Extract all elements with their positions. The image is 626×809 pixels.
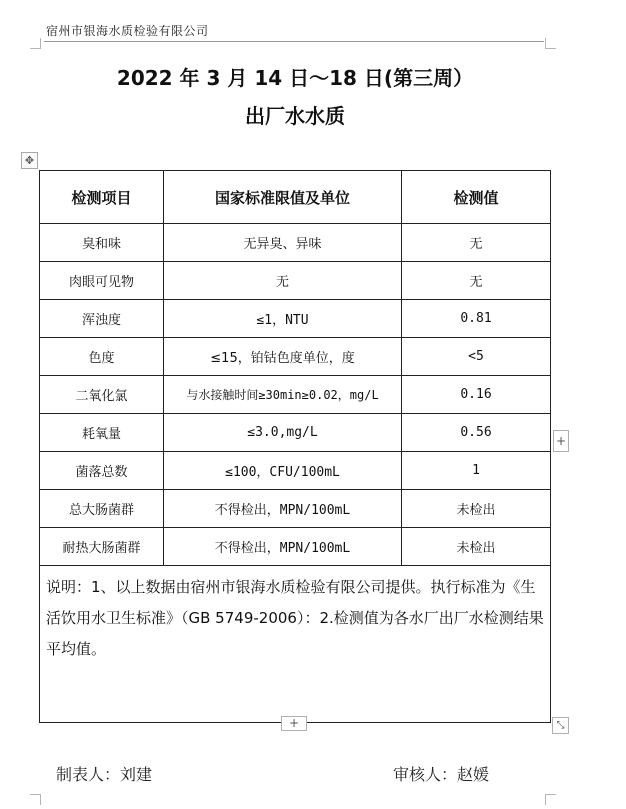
table-header-row: [40, 171, 551, 224]
header-item: 检测项目: [40, 171, 164, 224]
table-row: [40, 262, 551, 300]
move-icon: ✥: [24, 154, 35, 167]
cell-value: 未检出: [402, 528, 551, 566]
cell-value: 0.16: [402, 376, 551, 414]
cell-value: 无: [402, 262, 551, 300]
cell-standard: ≤3.0,mg/L: [164, 414, 402, 452]
cell-value: <5: [402, 338, 551, 376]
plus-icon: +: [288, 716, 300, 730]
page-corner-mark: [30, 794, 41, 805]
table-reviewer: 审核人：赵媛: [393, 765, 490, 784]
table-note: 说明：1、以上数据由宿州市银海水质检验有限公司提供。执行标准为《生活饮用水卫生标准》（GB 5749-2006）：2.检测值为各水厂出厂水检测结果平均值。: [40, 566, 551, 723]
cell-standard: 不得检出，MPN/100mL: [164, 528, 402, 566]
header-divider: [44, 41, 544, 42]
table-row: [40, 414, 551, 452]
table-maker: 制表人：刘建: [56, 765, 153, 784]
cell-standard: ≤1，NTU: [164, 300, 402, 338]
page-corner-mark: [545, 38, 556, 49]
header-value: 检测值: [402, 171, 551, 224]
report-title-date: 2022 年 3 月 14 日～18 日(第三周）: [116, 66, 474, 90]
cell-standard: ≤15，铂钴色度单位，度: [164, 338, 402, 376]
cell-standard: 无: [164, 262, 402, 300]
water-quality-table: [39, 170, 551, 723]
cell-item: 臭和味: [40, 224, 164, 262]
cell-standard: ≤100，CFU/100mL: [164, 452, 402, 490]
cell-item: 耐热大肠菌群: [40, 528, 164, 566]
table-row: [40, 376, 551, 414]
table-note-row: [40, 566, 551, 723]
table-row: [40, 224, 551, 262]
cell-standard: 不得检出，MPN/100mL: [164, 490, 402, 528]
header-standard: 国家标准限值及单位: [164, 171, 402, 224]
resize-icon: ⤡: [556, 720, 565, 731]
add-column-button[interactable]: [281, 716, 307, 731]
page-corner-mark: [30, 38, 41, 49]
cell-item: 浑浊度: [40, 300, 164, 338]
cell-item: 总大肠菌群: [40, 490, 164, 528]
header-company-name: 宿州市银海水质检验有限公司: [46, 24, 209, 38]
table-row: [40, 528, 551, 566]
cell-item: 菌落总数: [40, 452, 164, 490]
report-title-subject: 出厂水水质: [245, 104, 345, 128]
cell-item: 色度: [40, 338, 164, 376]
table-row: [40, 338, 551, 376]
cell-value: 0.56: [402, 414, 551, 452]
cell-item: 二氧化氯: [40, 376, 164, 414]
add-row-button[interactable]: [553, 430, 569, 452]
plus-icon: +: [555, 434, 567, 448]
cell-value: 无: [402, 224, 551, 262]
table-row: [40, 300, 551, 338]
cell-item: 肉眼可见物: [40, 262, 164, 300]
cell-standard: 与水接触时间≥30min≥0.02，mg/L: [164, 376, 402, 414]
cell-value: 1: [402, 452, 551, 490]
cell-value: 未检出: [402, 490, 551, 528]
cell-value: 0.81: [402, 300, 551, 338]
cell-standard: 无异臭、异味: [164, 224, 402, 262]
table-move-handle[interactable]: [21, 152, 38, 169]
table-row: [40, 452, 551, 490]
page-corner-mark: [545, 794, 556, 805]
cell-item: 耗氧量: [40, 414, 164, 452]
table-resize-handle[interactable]: [552, 717, 569, 734]
table-row: [40, 490, 551, 528]
